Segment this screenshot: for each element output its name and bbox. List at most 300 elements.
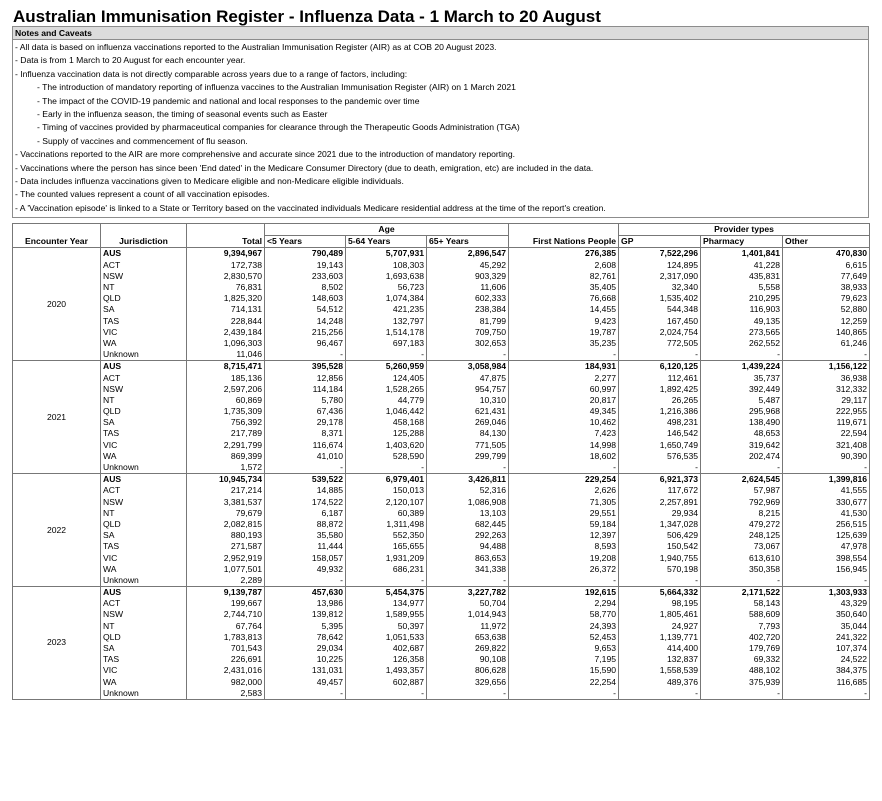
gp-cell: 1,892,425 (619, 384, 701, 395)
total-cell: 217,214 (187, 485, 265, 496)
gp-cell: 6,921,373 (619, 474, 701, 486)
age-under5-cell: 6,187 (265, 508, 346, 519)
age-65-plus-cell: 1,014,943 (427, 609, 509, 620)
table-row (13, 541, 870, 552)
note-line: - Timing of vaccines provided by pharmaceutical companies for clearance through the Therapeutic Goods Administration (TGA) (37, 122, 520, 133)
age-under5-cell: 13,986 (265, 598, 346, 609)
other-cell: 156,945 (783, 564, 870, 575)
jurisdiction-cell: SA (101, 417, 187, 428)
table-row (13, 271, 870, 282)
first-nations-cell: 24,393 (509, 621, 619, 632)
age-under5-cell: 5,780 (265, 395, 346, 406)
first-nations-cell: 9,423 (509, 316, 619, 327)
total-cell: 226,691 (187, 654, 265, 665)
pharmacy-cell: 588,609 (701, 609, 783, 620)
age-65-plus-cell: 11,972 (427, 621, 509, 632)
table-row (13, 609, 870, 620)
table-row (13, 395, 870, 406)
jurisdiction-cell: SA (101, 530, 187, 541)
other-cell: 125,639 (783, 530, 870, 541)
age-65-plus-cell: 3,058,984 (427, 361, 509, 373)
jurisdiction-header: Jurisdiction (101, 236, 187, 248)
age-65-plus-cell: 709,750 (427, 327, 509, 338)
age-65-plus-cell: 329,656 (427, 677, 509, 688)
table-row (13, 327, 870, 338)
table-row (13, 621, 870, 632)
age-65-plus-cell: 299,799 (427, 451, 509, 462)
encounter-year-cell: 2021 (13, 361, 101, 474)
column-header-row (13, 236, 870, 248)
pharmacy-cell: 319,642 (701, 440, 783, 451)
age-5-64-cell: 686,231 (346, 564, 427, 575)
age-65-plus-cell: 52,316 (427, 485, 509, 496)
first-nations-cell: 35,235 (509, 338, 619, 349)
gp-cell: 506,429 (619, 530, 701, 541)
total-cell: 185,136 (187, 372, 265, 383)
total-cell: 11,046 (187, 349, 265, 361)
age-under5-cell: 790,489 (265, 248, 346, 260)
total-cell: 2,439,184 (187, 327, 265, 338)
first-nations-cell: 35,405 (509, 282, 619, 293)
pharmacy-cell: 613,610 (701, 552, 783, 563)
note-line: - A 'Vaccination episode' is linked to a State or Territory based on the vaccinated individuals Medicare residential address at the time of the report's creation. (15, 202, 606, 213)
total-cell: 79,679 (187, 508, 265, 519)
table-row (13, 552, 870, 563)
other-cell: 140,865 (783, 327, 870, 338)
pharmacy-cell: 402,720 (701, 632, 783, 643)
provider-types-header: Provider types (619, 224, 870, 236)
age-under5-cell: 116,674 (265, 440, 346, 451)
jurisdiction-cell: VIC (101, 440, 187, 451)
other-cell: 35,044 (783, 621, 870, 632)
pharmacy-cell: 41,228 (701, 260, 783, 271)
other-cell: 1,303,933 (783, 587, 870, 599)
table-row (13, 688, 870, 700)
first-nations-cell: 60,997 (509, 384, 619, 395)
total-cell: 2,597,206 (187, 384, 265, 395)
jurisdiction-cell: NSW (101, 609, 187, 620)
note-line: - Early in the influenza season, the timing of seasonal events such as Easter (37, 108, 328, 119)
first-nations-cell: 192,615 (509, 587, 619, 599)
total-cell: 2,291,799 (187, 440, 265, 451)
total-cell: 1,735,309 (187, 406, 265, 417)
gp-cell: 1,139,771 (619, 632, 701, 643)
jurisdiction-cell: TAS (101, 541, 187, 552)
first-nations-cell: 7,195 (509, 654, 619, 665)
age-65-plus-cell: 341,338 (427, 564, 509, 575)
table-row (13, 248, 870, 260)
age-under5-cell: 215,256 (265, 327, 346, 338)
first-nations-cell: 2,277 (509, 372, 619, 383)
table-row (13, 677, 870, 688)
total-cell: 880,193 (187, 530, 265, 541)
other-cell: 116,685 (783, 677, 870, 688)
age-65-plus-cell: 806,628 (427, 665, 509, 676)
table-row (13, 485, 870, 496)
other-cell: 312,332 (783, 384, 870, 395)
age-under5-cell: - (265, 349, 346, 361)
age-5-64-header: 5-64 Years (346, 236, 427, 248)
pharmacy-cell: 35,737 (701, 372, 783, 383)
gp-cell: 112,461 (619, 372, 701, 383)
total-cell: 3,381,537 (187, 497, 265, 508)
age-65-plus-cell: 863,653 (427, 552, 509, 563)
jurisdiction-cell: QLD (101, 632, 187, 643)
age-under5-cell: 14,248 (265, 316, 346, 327)
pharmacy-cell: 5,487 (701, 395, 783, 406)
table-row (13, 632, 870, 643)
age-5-64-cell: 5,707,931 (346, 248, 427, 260)
gp-cell: 26,265 (619, 395, 701, 406)
other-cell: 43,329 (783, 598, 870, 609)
other-cell: 36,938 (783, 372, 870, 383)
age-under5-cell: 395,528 (265, 361, 346, 373)
pharmacy-cell: 1,439,224 (701, 361, 783, 373)
gp-cell: 772,505 (619, 338, 701, 349)
age-5-64-cell: 5,454,375 (346, 587, 427, 599)
gp-cell: 414,400 (619, 643, 701, 654)
age-65-plus-cell: 3,227,782 (427, 587, 509, 599)
age-65-plus-cell: 954,757 (427, 384, 509, 395)
gp-cell: - (619, 462, 701, 474)
gp-cell: 498,231 (619, 417, 701, 428)
age-5-64-cell: 165,655 (346, 541, 427, 552)
age-under5-cell: - (265, 462, 346, 474)
notes-panel (12, 26, 869, 218)
total-cell: 1,783,813 (187, 632, 265, 643)
total-cell: 1,825,320 (187, 293, 265, 304)
age-65-plus-cell: 11,606 (427, 282, 509, 293)
pharmacy-cell: 57,987 (701, 485, 783, 496)
gp-cell: - (619, 349, 701, 361)
table-row (13, 665, 870, 676)
total-cell: 10,945,734 (187, 474, 265, 486)
gp-cell: 167,450 (619, 316, 701, 327)
other-cell: 222,955 (783, 406, 870, 417)
age-65-plus-cell: 903,329 (427, 271, 509, 282)
note-line: - Influenza vaccination data is not directly comparable across years due to a range of factors, including: (15, 68, 408, 79)
age-5-64-cell: 1,528,265 (346, 384, 427, 395)
note-line: - Data includes influenza vaccinations given to Medicare eligible and non-Medicare eligible individuals. (15, 175, 404, 186)
gp-cell: - (619, 575, 701, 587)
total-cell: 2,830,570 (187, 271, 265, 282)
other-cell: 350,640 (783, 609, 870, 620)
jurisdiction-cell: QLD (101, 519, 187, 530)
table-row (13, 440, 870, 451)
pharmacy-cell: - (701, 575, 783, 587)
total-cell: 2,952,919 (187, 552, 265, 563)
jurisdiction-cell: VIC (101, 327, 187, 338)
age-65-plus-cell: 94,488 (427, 541, 509, 552)
age-under5-cell: 41,010 (265, 451, 346, 462)
pharmacy-cell: 138,490 (701, 417, 783, 428)
age-5-64-cell: 421,235 (346, 304, 427, 315)
age-5-64-cell: 552,350 (346, 530, 427, 541)
table-row (13, 451, 870, 462)
pharmacy-cell: - (701, 688, 783, 700)
age-65-plus-cell: 302,653 (427, 338, 509, 349)
first-nations-cell: 12,397 (509, 530, 619, 541)
total-cell: 60,869 (187, 395, 265, 406)
age-5-64-cell: 458,168 (346, 417, 427, 428)
gp-cell: 1,216,386 (619, 406, 701, 417)
other-cell: 6,615 (783, 260, 870, 271)
jurisdiction-cell: AUS (101, 361, 187, 373)
other-cell: 107,374 (783, 643, 870, 654)
total-cell: 271,587 (187, 541, 265, 552)
jurisdiction-cell: NSW (101, 384, 187, 395)
note-line: - The impact of the COVID-19 pandemic and national and local responses to the pandemic over time (37, 95, 420, 106)
pharmacy-cell: 479,272 (701, 519, 783, 530)
age-5-64-cell: 1,514,178 (346, 327, 427, 338)
other-cell: 12,259 (783, 316, 870, 327)
pharmacy-cell: 350,358 (701, 564, 783, 575)
total-cell: 8,715,471 (187, 361, 265, 373)
age-65-plus-cell: 84,130 (427, 428, 509, 439)
age-5-64-cell: - (346, 688, 427, 700)
first-nations-cell: 49,345 (509, 406, 619, 417)
other-cell: 321,408 (783, 440, 870, 451)
age-under5-cell: 78,642 (265, 632, 346, 643)
gp-cell: 5,664,332 (619, 587, 701, 599)
age-under5-cell: 88,872 (265, 519, 346, 530)
gp-cell: 1,535,402 (619, 293, 701, 304)
age-under5-cell: 233,603 (265, 271, 346, 282)
age-5-64-cell: 1,589,955 (346, 609, 427, 620)
table-row (13, 282, 870, 293)
influenza-data-table (12, 223, 870, 700)
first-nations-cell: - (509, 349, 619, 361)
first-nations-cell: 76,668 (509, 293, 619, 304)
age-65-plus-cell: 771,505 (427, 440, 509, 451)
gp-cell: 2,024,754 (619, 327, 701, 338)
age-65-plus-cell: 3,426,811 (427, 474, 509, 486)
table-row (13, 575, 870, 587)
note-line: - All data is based on influenza vaccinations reported to the Australian Immunisation Register (AIR) as at COB 20 August 2023. (15, 42, 497, 52)
jurisdiction-cell: Unknown (101, 349, 187, 361)
table-row (13, 598, 870, 609)
jurisdiction-cell: VIC (101, 665, 187, 676)
age-65-plus-cell: 238,384 (427, 304, 509, 315)
age-under5-cell: - (265, 688, 346, 700)
gp-cell: 117,672 (619, 485, 701, 496)
jurisdiction-cell: NT (101, 621, 187, 632)
note-line: - Data is from 1 March to 20 August for each encounter year. (15, 55, 246, 66)
age-under5-cell: 11,444 (265, 541, 346, 552)
age-5-64-cell: 150,013 (346, 485, 427, 496)
gp-cell: 1,347,028 (619, 519, 701, 530)
pharmacy-header: Pharmacy (701, 236, 783, 248)
age-under5-cell: 457,630 (265, 587, 346, 599)
jurisdiction-cell: QLD (101, 406, 187, 417)
age-5-64-cell: 402,687 (346, 643, 427, 654)
jurisdiction-cell: NT (101, 508, 187, 519)
pharmacy-cell: 69,332 (701, 654, 783, 665)
total-cell: 217,789 (187, 428, 265, 439)
age-65-plus-cell: 292,263 (427, 530, 509, 541)
jurisdiction-cell: Unknown (101, 462, 187, 474)
total-cell: 756,392 (187, 417, 265, 428)
jurisdiction-cell: AUS (101, 474, 187, 486)
age-65-plus-cell: 81,799 (427, 316, 509, 327)
jurisdiction-cell: TAS (101, 316, 187, 327)
encounter-year-cell: 2020 (13, 248, 101, 361)
age-5-64-cell: 134,977 (346, 598, 427, 609)
table-row (13, 417, 870, 428)
gp-cell: 124,895 (619, 260, 701, 271)
age-under5-cell: 12,856 (265, 372, 346, 383)
other-cell: - (783, 688, 870, 700)
gp-cell: 2,317,090 (619, 271, 701, 282)
gp-cell: 1,558,539 (619, 665, 701, 676)
pharmacy-cell: 1,401,841 (701, 248, 783, 260)
table-row (13, 643, 870, 654)
first-nations-cell: 2,626 (509, 485, 619, 496)
total-cell: 2,744,710 (187, 609, 265, 620)
total-cell: 2,583 (187, 688, 265, 700)
age-under5-cell: 67,436 (265, 406, 346, 417)
other-cell: 256,515 (783, 519, 870, 530)
note-line: - Vaccinations reported to the AIR are more comprehensive and accurate since 2021 due to the introduction of mandatory reporting. (15, 149, 515, 160)
age-5-64-cell: 697,183 (346, 338, 427, 349)
gp-cell: 1,805,461 (619, 609, 701, 620)
first-nations-cell: 20,817 (509, 395, 619, 406)
age-under5-cell: 139,812 (265, 609, 346, 620)
table-row (13, 304, 870, 315)
first-nations-cell: 229,254 (509, 474, 619, 486)
age-under5-header: <5 Years (265, 236, 346, 248)
age-65-plus-cell: - (427, 462, 509, 474)
other-cell: 22,594 (783, 428, 870, 439)
pharmacy-cell: 73,067 (701, 541, 783, 552)
pharmacy-cell: 295,968 (701, 406, 783, 417)
table-row (13, 564, 870, 575)
other-cell: 1,156,122 (783, 361, 870, 373)
age-5-64-cell: 6,979,401 (346, 474, 427, 486)
gp-cell: - (619, 688, 701, 700)
first-nations-cell: 2,608 (509, 260, 619, 271)
age-5-64-cell: 126,358 (346, 654, 427, 665)
age-under5-cell: 5,395 (265, 621, 346, 632)
age-65-plus-cell: 602,333 (427, 293, 509, 304)
age-5-64-cell: 60,389 (346, 508, 427, 519)
first-nations-cell: 7,423 (509, 428, 619, 439)
pharmacy-cell: 48,653 (701, 428, 783, 439)
other-cell: 41,555 (783, 485, 870, 496)
table-row (13, 406, 870, 417)
jurisdiction-cell: WA (101, 564, 187, 575)
other-cell: 330,677 (783, 497, 870, 508)
pharmacy-cell: - (701, 349, 783, 361)
jurisdiction-cell: AUS (101, 248, 187, 260)
other-cell: 1,399,816 (783, 474, 870, 486)
age-5-64-cell: - (346, 349, 427, 361)
age-65-plus-cell: 2,896,547 (427, 248, 509, 260)
first-nations-cell: 22,254 (509, 677, 619, 688)
pharmacy-cell: 248,125 (701, 530, 783, 541)
pharmacy-cell: 488,102 (701, 665, 783, 676)
gp-header: GP (619, 236, 701, 248)
age-5-64-cell: 528,590 (346, 451, 427, 462)
jurisdiction-cell: SA (101, 643, 187, 654)
table-row (13, 519, 870, 530)
jurisdiction-cell: TAS (101, 654, 187, 665)
total-cell: 228,844 (187, 316, 265, 327)
gp-cell: 489,376 (619, 677, 701, 688)
age-65-plus-cell: 50,704 (427, 598, 509, 609)
notes-list (13, 40, 868, 217)
first-nations-cell: 26,372 (509, 564, 619, 575)
gp-cell: 150,542 (619, 541, 701, 552)
age-65-plus-cell: 682,445 (427, 519, 509, 530)
age-65-plus-cell: 90,108 (427, 654, 509, 665)
first-nations-cell: 29,551 (509, 508, 619, 519)
jurisdiction-cell: Unknown (101, 575, 187, 587)
age-under5-cell: 49,932 (265, 564, 346, 575)
age-65-plus-cell: 269,822 (427, 643, 509, 654)
note-line: - The introduction of mandatory reporting of influenza vaccines to the Australian Immunisation Register (AIR) on 1 March 2021 (37, 82, 516, 93)
total-cell: 869,399 (187, 451, 265, 462)
age-5-64-cell: 56,723 (346, 282, 427, 293)
total-cell: 701,543 (187, 643, 265, 654)
jurisdiction-cell: SA (101, 304, 187, 315)
total-cell: 982,000 (187, 677, 265, 688)
other-cell: 41,530 (783, 508, 870, 519)
age-under5-cell: 148,603 (265, 293, 346, 304)
age-5-64-cell: 44,779 (346, 395, 427, 406)
total-cell: 199,667 (187, 598, 265, 609)
pharmacy-cell: 49,135 (701, 316, 783, 327)
age-under5-cell: 19,143 (265, 260, 346, 271)
age-65-plus-cell: - (427, 349, 509, 361)
age-65-plus-cell: 47,875 (427, 372, 509, 383)
total-cell: 9,394,967 (187, 248, 265, 260)
pharmacy-cell: 273,565 (701, 327, 783, 338)
jurisdiction-cell: VIC (101, 552, 187, 563)
age-under5-cell: 49,457 (265, 677, 346, 688)
total-cell: 172,738 (187, 260, 265, 271)
age-5-64-cell: 1,046,442 (346, 406, 427, 417)
table-row (13, 349, 870, 361)
age-under5-cell: 29,178 (265, 417, 346, 428)
gp-cell: 146,542 (619, 428, 701, 439)
first-nations-cell: 14,998 (509, 440, 619, 451)
jurisdiction-cell: WA (101, 451, 187, 462)
first-nations-cell: 19,787 (509, 327, 619, 338)
page-title: Australian Immunisation Register - Influenza Data - 1 March to 20 August (13, 7, 601, 26)
age-under5-cell: 8,502 (265, 282, 346, 293)
gp-cell: 1,650,749 (619, 440, 701, 451)
age-5-64-cell: - (346, 575, 427, 587)
table-row (13, 508, 870, 519)
total-cell: 2,082,815 (187, 519, 265, 530)
age-65-plus-header: 65+ Years (427, 236, 509, 248)
age-under5-cell: 131,031 (265, 665, 346, 676)
note-line: - Vaccinations where the person has since been 'End dated' in the Medicare Consumer Directory (due to death, emigration, etc) are included in the data. (15, 162, 594, 173)
age-65-plus-cell: 13,103 (427, 508, 509, 519)
first-nations-cell: 10,462 (509, 417, 619, 428)
age-5-64-cell: 1,051,533 (346, 632, 427, 643)
age-65-plus-cell: 10,310 (427, 395, 509, 406)
age-5-64-cell: 125,288 (346, 428, 427, 439)
other-cell: - (783, 349, 870, 361)
total-cell: 67,764 (187, 621, 265, 632)
first-nations-cell: 14,455 (509, 304, 619, 315)
table-row (13, 316, 870, 327)
other-cell: 241,322 (783, 632, 870, 643)
pharmacy-cell: 5,558 (701, 282, 783, 293)
total-cell: 1,572 (187, 462, 265, 474)
